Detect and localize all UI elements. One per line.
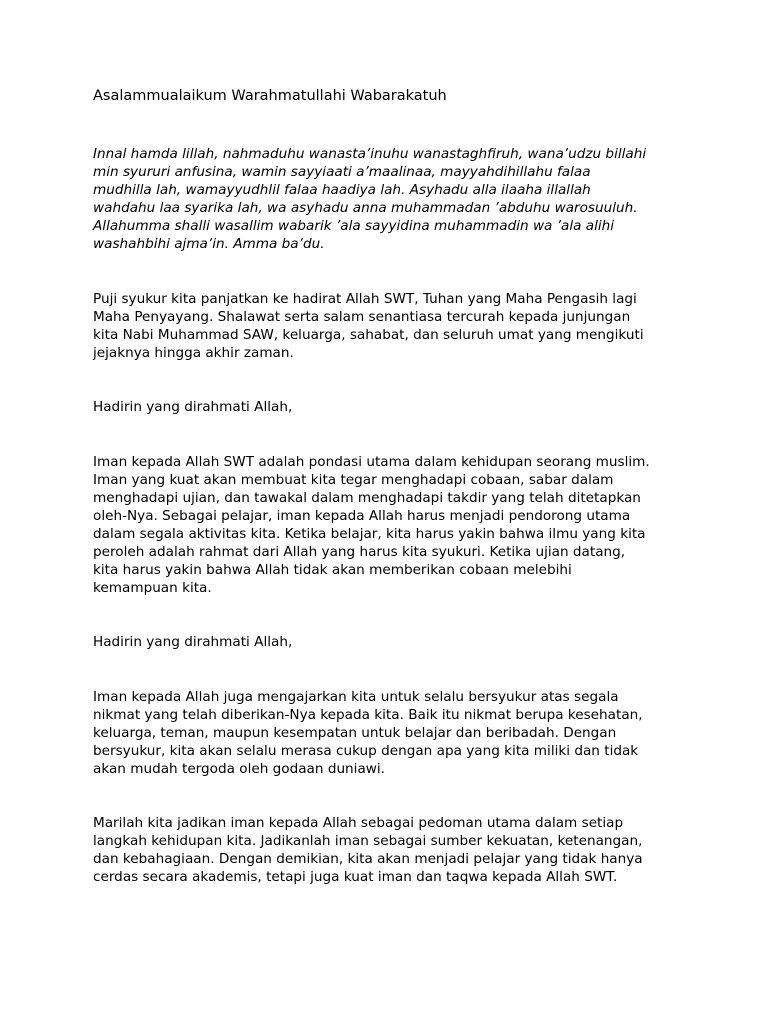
paragraph-line: langkah kehidupan kita. Jadikanlah iman sebagai sumber kekuatan, ketenangan,: [93, 833, 643, 849]
paragraph-line: oleh-Nya. Sebagai pelajar, iman kepada Allah harus menjadi pendorong utama: [93, 508, 631, 524]
paragraph-line: keluarga, teman, maupun kesempatan untuk belajar dan beribadah. Dengan: [93, 725, 617, 741]
paragraph-line: menghadapi ujian, dan tawakal dalam menghadapi takdir yang telah ditetapkan: [93, 490, 641, 506]
paragraph-line: akan mudah tergoda oleh godaan duniawi.: [93, 761, 385, 777]
paragraph-line: Maha Penyayang. Shalawat serta salam senantiasa tercurah kepada junjungan: [93, 309, 631, 325]
paragraph-line: Puji syukur kita panjatkan ke hadirat Allah SWT, Tuhan yang Maha Pengasih lagi: [93, 291, 637, 307]
paragraph-line: Iman yang kuat akan membuat kita tegar menghadapi cobaan, sabar dalam: [93, 472, 614, 488]
paragraph-line: cerdas secara akademis, tetapi juga kuat iman dan taqwa kepada Allah SWT.: [93, 869, 618, 885]
paragraph-line: dalam segala aktivitas kita. Ketika belajar, kita harus yakin bahwa ilmu yang kita: [93, 526, 646, 542]
paragraph-line: peroleh adalah rahmat dari Allah yang harus kita syukuri. Ketika ujian datang,: [93, 544, 626, 560]
opening-prayer-paragraph: [93, 145, 685, 253]
audience-address: [93, 633, 685, 651]
paragraph-line: kita Nabi Muhammad SAW, keluarga, sahabat, dan seluruh umat yang mengikuti: [93, 327, 644, 343]
paragraph-line: kita harus yakin bahwa Allah tidak akan memberikan cobaan melebihi: [93, 562, 572, 578]
audience-address: [93, 398, 685, 416]
paragraph-line: Iman kepada Allah juga mengajarkan kita untuk selalu bersyukur atas segala: [93, 689, 619, 705]
paragraph-line: Hadirin yang dirahmati Allah,: [93, 399, 293, 415]
paragraph-line: Innal hamda lillah, nahmaduhu wanasta’inuhu wanastaghfiruh, wana’udzu billahi: [93, 146, 647, 162]
gratitude-paragraph: [93, 688, 685, 778]
paragraph-line: bersyukur, kita akan selalu merasa cukup dengan apa yang kita miliki dan tidak: [93, 743, 639, 759]
intro-paragraph: [93, 290, 685, 362]
paragraph-line: washahbihi ajma’in. Amma ba’du.: [93, 236, 325, 252]
paragraph-line: mudhilla lah, wamayyudhlil falaa haadiya lah. Asyhadu alla ilaaha illallah: [93, 182, 591, 198]
paragraph-line: min syururi anfusina, wamin sayyiaati a’maalinaa, mayyahdihillahu falaa: [93, 164, 591, 180]
paragraph-line: nikmat yang telah diberikan-Nya kepada kita. Baik itu nikmat berupa kesehatan,: [93, 707, 643, 723]
paragraph-line: Hadirin yang dirahmati Allah,: [93, 634, 293, 650]
paragraph-line: wahdahu laa syarika lah, wa asyhadu anna muhammadan ’abduhu warosuuluh.: [93, 200, 638, 216]
greeting-heading: Asalammualaikum Warahmatullahi Wabarakatuh: [93, 88, 447, 104]
closing-paragraph: [93, 814, 685, 886]
paragraph-line: Marilah kita jadikan iman kepada Allah sebagai pedoman utama dalam setiap: [93, 815, 624, 831]
paragraph-line: Iman kepada Allah SWT adalah pondasi utama dalam kehidupan seorang muslim.: [93, 454, 650, 470]
paragraph-line: kemampuan kita.: [93, 580, 212, 596]
document-body: [93, 86, 685, 886]
paragraph-line: Allahumma shalli wasallim wabarik ’ala sayyidina muhammadin wa ’ala alihi: [93, 218, 615, 234]
paragraph-line: jejaknya hingga akhir zaman.: [93, 345, 294, 361]
faith-foundation-paragraph: [93, 453, 685, 597]
paragraph-line: dan kebahagiaan. Dengan demikian, kita akan menjadi pelajar yang tidak hanya: [93, 851, 643, 867]
